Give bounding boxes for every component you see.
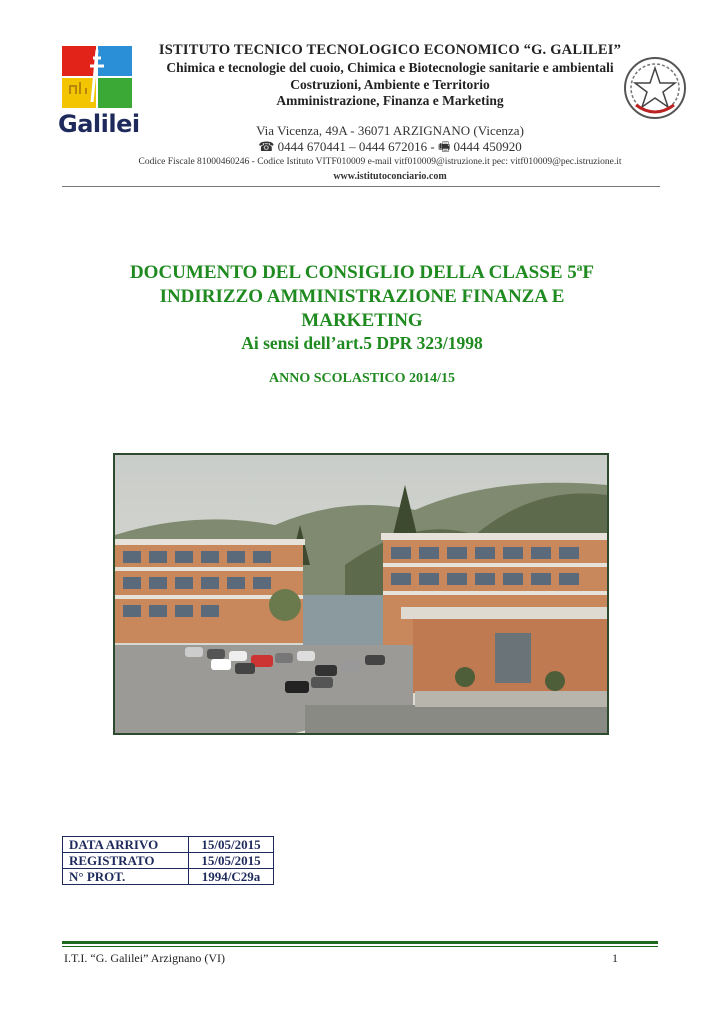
school-course-3: Amministrazione, Finanza e Marketing (276, 93, 504, 108)
document-title-line3: MARKETING (301, 310, 423, 331)
table-row (63, 869, 274, 885)
school-logo (62, 46, 132, 108)
school-codes: Codice Fiscale 81000460246 - Codice Istituto VITF010009 e-mail vitf010009@istruzione.it pec: vitf010009@pec.istruzione.it (138, 157, 622, 167)
school-name: ISTITUTO TECNICO TECNOLOGICO ECONOMICO “G. GALILEI” (158, 42, 622, 58)
document-title-line1: DOCUMENTO DEL CONSIGLIO DELLA CLASSE 5ªF (129, 262, 595, 283)
footer-divider-thin (62, 946, 658, 947)
registry-label: DATA ARRIVO (63, 837, 189, 853)
footer-text: I.T.I. “G. Galilei” Arzignano (VI) (64, 951, 226, 965)
registry-table (62, 836, 274, 885)
header-divider (62, 186, 660, 187)
school-address: Via Vicenza, 49A - 36071 ARZIGNANO (Vicenza) (256, 123, 524, 138)
registry-label: REGISTRATO (63, 853, 189, 869)
school-website: www.istitutoconciario.com (333, 171, 447, 182)
footer-divider (62, 941, 658, 944)
table-row (63, 853, 274, 869)
registry-value: 15/05/2015 (189, 853, 274, 869)
registry-label: N° PROT. (63, 869, 189, 885)
document-title-line2: INDIRIZZO AMMINISTRAZIONE FINANZA E (159, 286, 565, 307)
logo-wordmark: Galilei (58, 110, 140, 138)
school-phone: ☎ 0444 670441 – 0444 672016 - 🖷 0444 450920 (258, 139, 522, 154)
page-number: 1 (612, 951, 618, 965)
school-year: ANNO SCOLASTICO 2014/15 (269, 371, 455, 386)
table-row (63, 837, 274, 853)
republic-emblem-icon (622, 55, 688, 121)
school-building-photo (113, 453, 609, 735)
document-subtitle: Ai sensi dell’art.5 DPR 323/1998 (241, 333, 483, 353)
school-course-1: Chimica e tecnologie del cuoio, Chimica e Biotecnologie sanitarie e ambientali (166, 60, 614, 75)
school-course-2: Costruzioni, Ambiente e Territorio (290, 77, 490, 92)
registry-value: 15/05/2015 (189, 837, 274, 853)
registry-value: 1994/C29a (189, 869, 274, 885)
